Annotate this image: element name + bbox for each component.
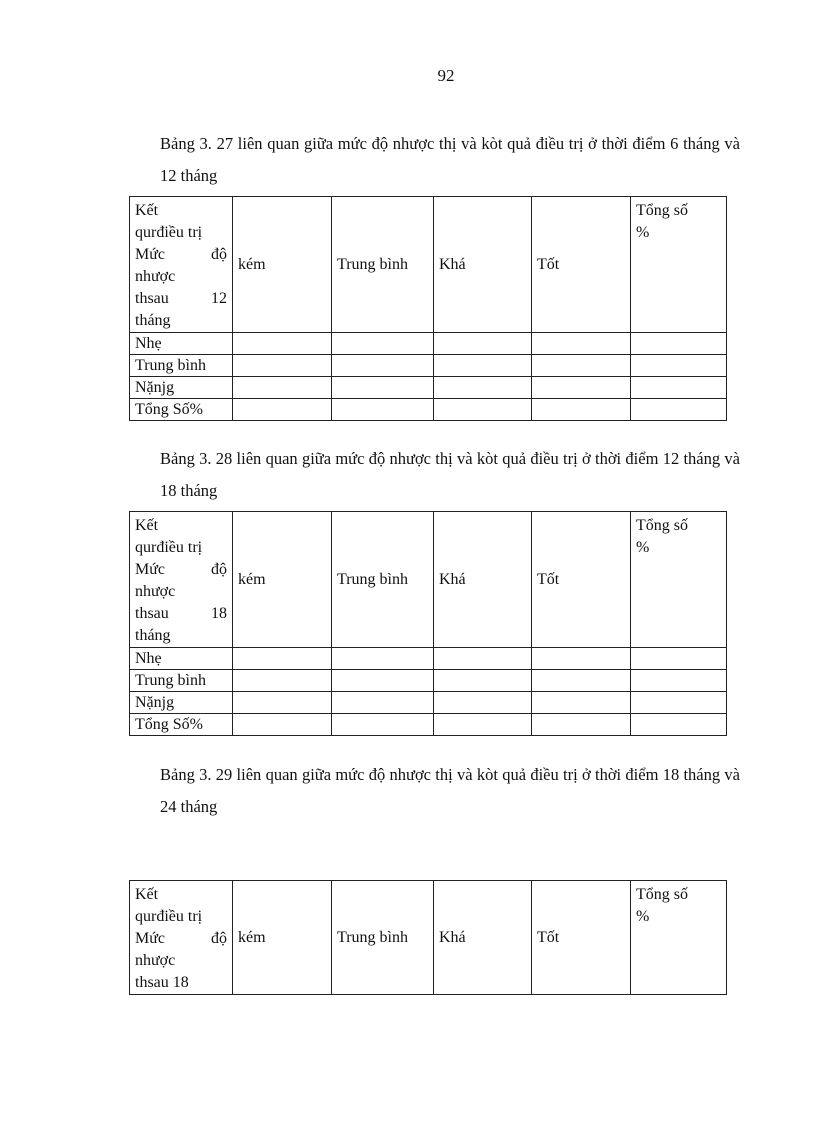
table-cell — [631, 648, 727, 670]
col-header-kem: kém — [233, 512, 332, 648]
header-word: độ — [211, 930, 227, 947]
header-line: Kết — [135, 517, 159, 534]
table-cell — [233, 714, 332, 736]
corner-header-cell — [130, 512, 233, 648]
percent-label: % — [636, 908, 650, 925]
header-row — [130, 197, 727, 333]
table-cell — [434, 648, 532, 670]
header-line: tháng — [135, 627, 171, 644]
col-header-trung-binh: Trung bình — [332, 197, 434, 333]
header-word: thsau — [135, 605, 169, 622]
col-header-total — [631, 881, 727, 995]
col-header-kem: kém — [233, 197, 332, 333]
table-cell — [434, 355, 532, 377]
header-line: nhược — [135, 952, 176, 969]
header-row — [130, 881, 727, 995]
table-cell — [434, 333, 532, 355]
table-cell — [631, 355, 727, 377]
col-header-trung-binh: Trung bình — [332, 512, 434, 648]
table-row — [130, 648, 727, 670]
table-cell — [532, 377, 631, 399]
header-line: tháng — [135, 312, 171, 329]
table-row — [130, 399, 727, 421]
row-label: Trung bình — [130, 355, 233, 377]
header-line — [135, 288, 227, 310]
row-label: Nhẹ — [130, 648, 233, 670]
header-line: nhược — [135, 268, 176, 285]
table-cell — [332, 377, 434, 399]
table-cell — [631, 377, 727, 399]
table-row — [130, 333, 727, 355]
table-cell — [332, 333, 434, 355]
row-label: Nặnjg — [130, 377, 233, 399]
col-header-kem: kém — [233, 881, 332, 995]
col-header-tot: Tốt — [532, 197, 631, 333]
table-cell — [233, 355, 332, 377]
table-cell — [434, 714, 532, 736]
row-label: Nặnjg — [130, 692, 233, 714]
table-row — [130, 714, 727, 736]
header-line: qurđiều trị — [135, 224, 203, 241]
header-word: độ — [211, 561, 227, 578]
caption-table-3-29: Bảng 3. 29 liên quan giữa mức độ nhược thị và kòt quả điều trị ở thời điểm 18 tháng và 24 tháng — [160, 765, 740, 816]
table-cell — [332, 714, 434, 736]
table-cell — [631, 670, 727, 692]
col-header-trung-binh: Trung bình — [332, 881, 434, 995]
header-word: Mức — [135, 561, 165, 578]
table-row — [130, 692, 727, 714]
table-cell — [631, 714, 727, 736]
table-cell — [532, 692, 631, 714]
row-label: Trung bình — [130, 670, 233, 692]
col-header-tot: Tốt — [532, 881, 631, 995]
table-cell — [233, 333, 332, 355]
header-line: Kết — [135, 202, 159, 219]
table-cell — [532, 648, 631, 670]
header-word: Mức — [135, 246, 165, 263]
total-label: Tổng số — [636, 517, 688, 534]
table-cell — [532, 399, 631, 421]
col-header-total — [631, 512, 727, 648]
header-word: 12 — [211, 290, 227, 307]
table-cell — [332, 399, 434, 421]
table-cell — [233, 648, 332, 670]
table-cell — [532, 714, 631, 736]
col-header-total — [631, 197, 727, 333]
table-cell — [434, 670, 532, 692]
col-header-kha: Khá — [434, 512, 532, 648]
table-cell — [434, 377, 532, 399]
table-row — [130, 355, 727, 377]
header-row — [130, 512, 727, 648]
header-word: độ — [211, 246, 227, 263]
caption-table-3-27: Bảng 3. 27 liên quan giữa mức độ nhược thị và kòt quả điều trị ở thời điểm 6 tháng và 12 tháng — [160, 134, 740, 185]
table-cell — [332, 692, 434, 714]
corner-header-cell — [130, 881, 233, 995]
header-word: thsau — [135, 290, 169, 307]
table-row — [130, 670, 727, 692]
table-cell — [532, 333, 631, 355]
percent-label: % — [636, 224, 650, 241]
row-label: Tổng Số% — [130, 399, 233, 421]
corner-header-cell — [130, 197, 233, 333]
col-header-kha: Khá — [434, 881, 532, 995]
table-3-27 — [129, 196, 727, 421]
table-cell — [332, 670, 434, 692]
table-cell — [233, 399, 332, 421]
table-cell — [233, 377, 332, 399]
table-cell — [532, 670, 631, 692]
table-cell — [631, 333, 727, 355]
row-label: Tổng Số% — [130, 714, 233, 736]
table-cell — [332, 355, 434, 377]
table-cell — [532, 355, 631, 377]
header-word: 18 — [211, 605, 227, 622]
header-word: Mức — [135, 930, 165, 947]
header-line: qurđiều trị — [135, 539, 203, 556]
header-line — [135, 603, 227, 625]
table-cell — [631, 399, 727, 421]
table-cell — [434, 399, 532, 421]
header-line — [135, 928, 227, 950]
row-label: Nhẹ — [130, 333, 233, 355]
page-number: 92 — [437, 66, 455, 85]
table-cell — [233, 670, 332, 692]
header-line — [135, 559, 227, 581]
header-line: thsau 18 — [135, 974, 189, 991]
col-header-kha: Khá — [434, 197, 532, 333]
total-label: Tổng số — [636, 202, 688, 219]
header-line — [135, 244, 227, 266]
total-label: Tổng số — [636, 886, 688, 903]
header-line: Kết — [135, 886, 159, 903]
table-cell — [233, 692, 332, 714]
table-cell — [434, 692, 532, 714]
header-line: qurđiều trị — [135, 908, 203, 925]
table-3-28 — [129, 511, 727, 736]
table-row — [130, 377, 727, 399]
caption-table-3-28: Bảng 3. 28 liên quan giữa mức độ nhược thị và kòt quả điều trị ở thời điểm 12 tháng và 18 tháng — [160, 449, 740, 500]
header-line: nhược — [135, 583, 176, 600]
percent-label: % — [636, 539, 650, 556]
col-header-tot: Tốt — [532, 512, 631, 648]
table-cell — [332, 648, 434, 670]
table-cell — [631, 692, 727, 714]
table-3-29 — [129, 880, 727, 995]
